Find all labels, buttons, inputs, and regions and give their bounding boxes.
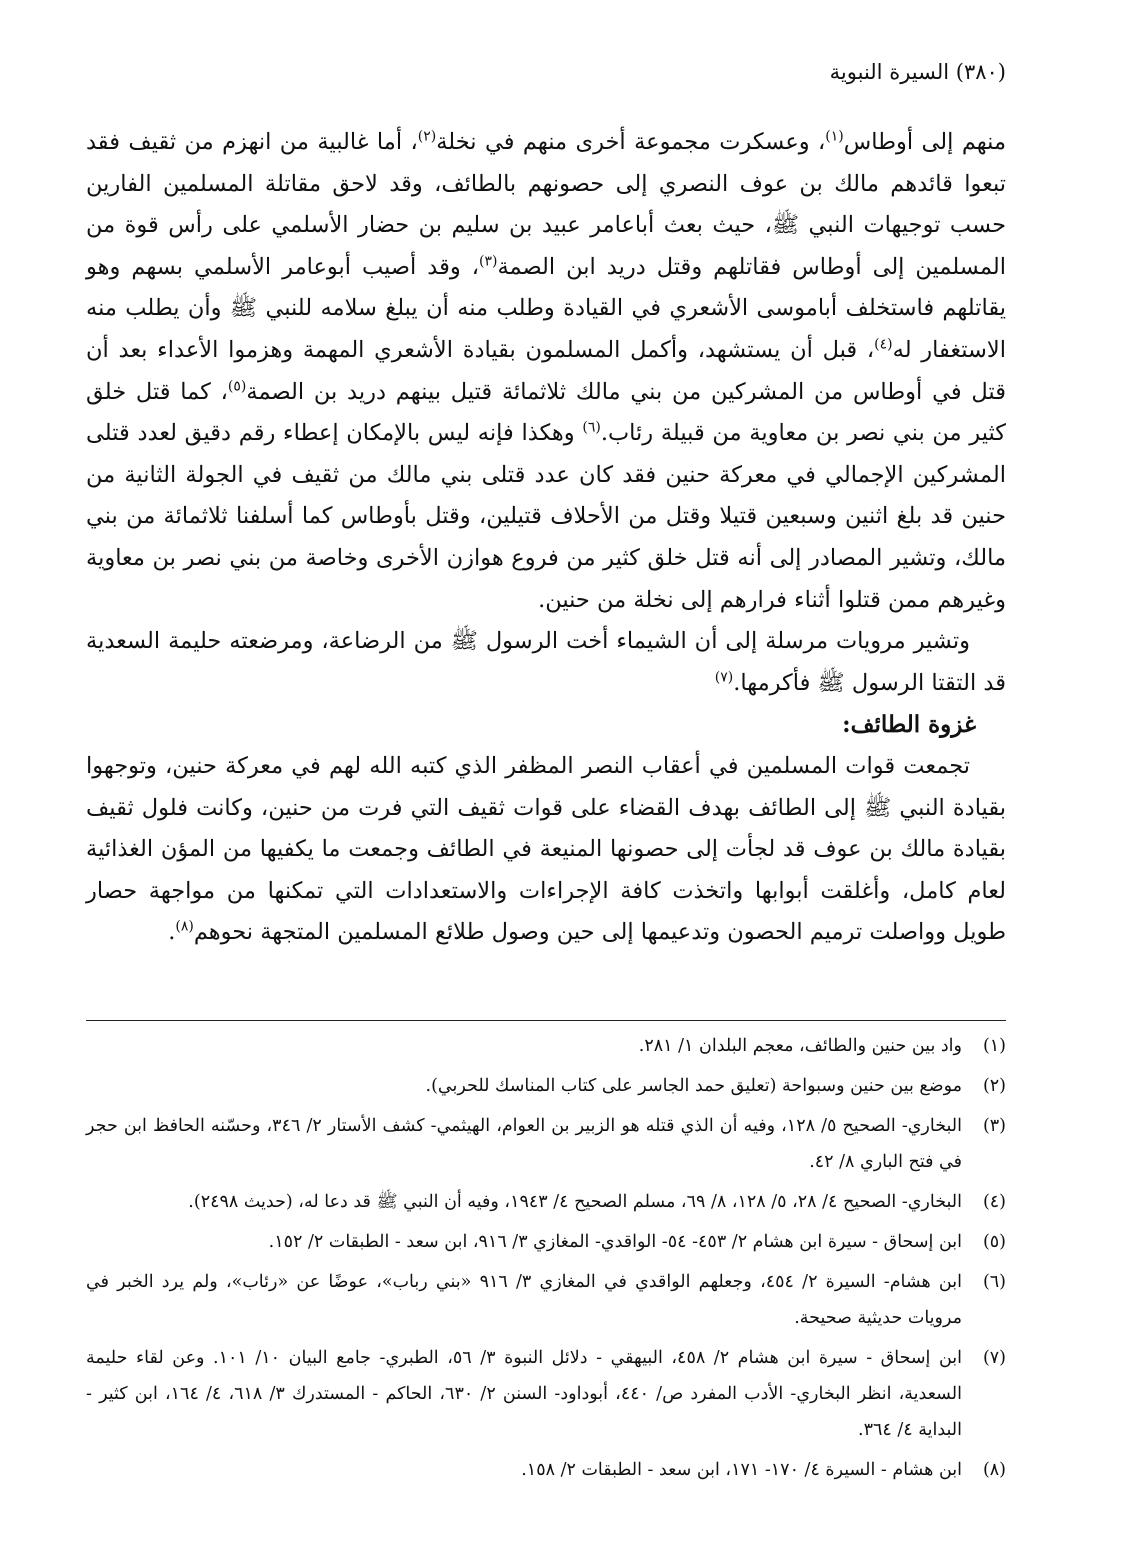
paragraph-shaima: وتشير مرويات مرسلة إلى أن الشيماء أخت الرسول ﷺ من الرضاعة، ومرضعته حليمة السعدية قد التقتا الرسول ﷺ فأكرمها.$^{(٧)}$ <box>86 628 1006 696</box>
paragraph-taif: تجمعت قوات المسلمين في أعقاب النصر المظفر الذي كتبه الله لهم في معركة حنين، وتوجهوا بقيادة النبي ﷺ إلى الطائف بهدف القضاء على قوات ثقيف التي فرت من حنين، وكانت فلول ثقيف بقيادة مالك بن عوف قد لجأت إلى حصونها المنيعة في الطائف وجمعت ما يكفيها من المؤن الغذائية لعام كامل، وأغلقت أبوابها واتخذت كافة الإجراءات والاستعدادات التي تمكنها من مواجهة حصار طويل وواصلت ترميم الحصون وتدعيمها إلى حين وصول طلائع المسلمين المتجهة نحوهم$^{(٨)}$. <box>86 752 1006 946</box>
footnote-number: (٧) <box>982 1348 1006 1368</box>
footnotes <box>86 1028 1006 1492</box>
footnote-3 <box>86 1108 1006 1180</box>
footnote-ref-1[interactable]: (١) <box>825 128 844 145</box>
footnote-2 <box>86 1068 1006 1104</box>
footnote-4 <box>86 1184 1006 1220</box>
footnote-text: واد بين حنين والطائف، معجم البلدان ١/ ٢٨١. <box>638 1036 962 1056</box>
footnote-number: (٥) <box>982 1232 1006 1252</box>
footnote-ref-2[interactable]: (٢) <box>417 128 437 145</box>
section-heading: غزوة الطائف: <box>842 711 976 739</box>
footnote-number: (١) <box>982 1036 1006 1056</box>
footnote-5 <box>86 1224 1006 1260</box>
footnote-number: (٤) <box>982 1192 1006 1212</box>
footnote-text: ابن هشام - السيرة ٤/ ١٧٠- ١٧١، ابن سعد - الطبقات ٢/ ١٥٨. <box>521 1460 962 1480</box>
main-text <box>86 122 1006 954</box>
footnote-text: ابن إسحاق - سيرة ابن هشام ٢/ ٤٥٨، البيهقي - دلائل النبوة ٣/ ٥٦، الطبري- جامع البيان ١٠/ ١٠١. وعن لقاء حليمة السعدية، انظر البخاري- الأدب المفرد ص/ ٤٤٠، أبوداود- السنن ٢/ ٦٣٠، الحاكم - المستدرك ٣/ ٦١٨، ٤/ ١٦٤، ابن كثير - البداية ٤/ ٣٦٤. <box>86 1348 963 1440</box>
footnote-ref-3[interactable]: (٣) <box>478 253 498 270</box>
running-header: (٣٨٠) السيرة النبوية <box>829 60 1006 84</box>
footnote-number: (٣) <box>982 1116 1006 1136</box>
footnote-ref-6[interactable]: (٦) <box>582 419 601 436</box>
footnote-text: البخاري- الصحيح ٤/ ٢٨، ٥/ ١٢٨، ٨/ ٦٩، مسلم الصحيح ٤/ ١٩٤٣، وفيه أن النبي ﷺ قد دعا له، (حديث ٢٤٩٨). <box>188 1192 962 1212</box>
footnote-number: (٦) <box>982 1272 1006 1292</box>
footnote-8 <box>86 1452 1006 1488</box>
footnote-ref-8[interactable]: (٨) <box>175 918 194 935</box>
footnote-divider <box>86 1020 1006 1021</box>
paragraph-hunayn-aftermath: منهم إلى أوطاس$^{(١)}$، وعسكرت مجموعة أخرى منهم في نخلة$^{(٢)}$، أما غالبية من انهزم من ثقيف فقد تبعوا قائدهم مالك بن عوف النصري إلى حصونهم بالطائف، وقد لاحق مقاتلة المسلمين الفارين حسب توجيهات النبي ﷺ، حيث بعث أباعامر عبيد بن سليم بن حضار الأسلمي على رأس قوة من المسلمين إلى أوطاس فقاتلهم وقتل دريد ابن الصمة$^{(٣)}$، وقد أصيب أبوعامر الأسلمي بسهم وهو يقاتلهم فاستخلف أباموسى الأشعري في القيادة وطلب منه أن يبلغ سلامه للنبي ﷺ وأن يطلب منه الاستغفار له$^{(٤)}$، قبل أن يستشهد، وأكمل المسلمون بقيادة الأشعري المهمة وهزموا الأعداء بعد أن قتل في أوطاس من المشركين من بني مالك ثلاثمائة قتيل بينهم دريد بن الصمة$^{(٥)}$، كما قتل خلق كثير من بني نصر بن معاوية من قبيلة رئاب.$^{(٦)}$ وهكذا فإنه ليس بالإمكان إعطاء رقم دقيق لعدد قتلى المشركين الإجمالي في معركة حنين فقد كان عدد قتلى بني مالك من ثقيف في الجولة الثانية من حنين قد بلغ اثنين وسبعين قتيلا وقتل من الأحلاف قتيلين، وقتل بأوطاس كما أسلفنا ثلاثمائة من بني مالك، وتشير المصادر إلى أنه قتل خلق كثير من فروع هوازن الأخرى وخاصة من بني نصر بن معاوية وغيرهم ممن قتلوا أثناء فرارهم إلى نخلة من حنين. <box>86 128 1007 613</box>
footnote-ref-4[interactable]: (٤) <box>874 336 893 353</box>
footnote-number: (٢) <box>982 1076 1006 1096</box>
footnote-text: ابن هشام- السيرة ٢/ ٤٥٤، وجعلهم الواقدي في المغازي ٣/ ٩١٦ «بني رباب»، عوضًا عن «رئاب»، ولم يرد الخبر في مرويات حديثية صحيحة. <box>86 1272 962 1328</box>
footnote-text: موضع بين حنين وسبواحة (تعليق حمد الجاسر على كتاب المناسك للحربي). <box>425 1076 962 1096</box>
footnote-text: البخاري- الصحيح ٥/ ١٢٨، وفيه أن الذي قتله هو الزبير بن العوام، الهيثمي- كشف الأستار ٢/ ٣٤٦، وحسّنه الحافظ ابن حجر في فتح الباري ٨/ ٤٢. <box>86 1116 962 1172</box>
footnote-ref-7[interactable]: (٧) <box>714 669 734 686</box>
footnote-text: ابن إسحاق - سيرة ابن هشام ٢/ ٤٥٣- ٥٤- الواقدي- المغازي ٣/ ٩١٦، ابن سعد - الطبقات ٢/ ١٥٢. <box>268 1232 962 1252</box>
footnote-ref-5[interactable]: (٥) <box>227 378 247 395</box>
footnote-1 <box>86 1028 1006 1064</box>
footnote-number: (٨) <box>982 1460 1006 1480</box>
footnote-7 <box>86 1340 1006 1448</box>
footnote-6 <box>86 1264 1006 1336</box>
